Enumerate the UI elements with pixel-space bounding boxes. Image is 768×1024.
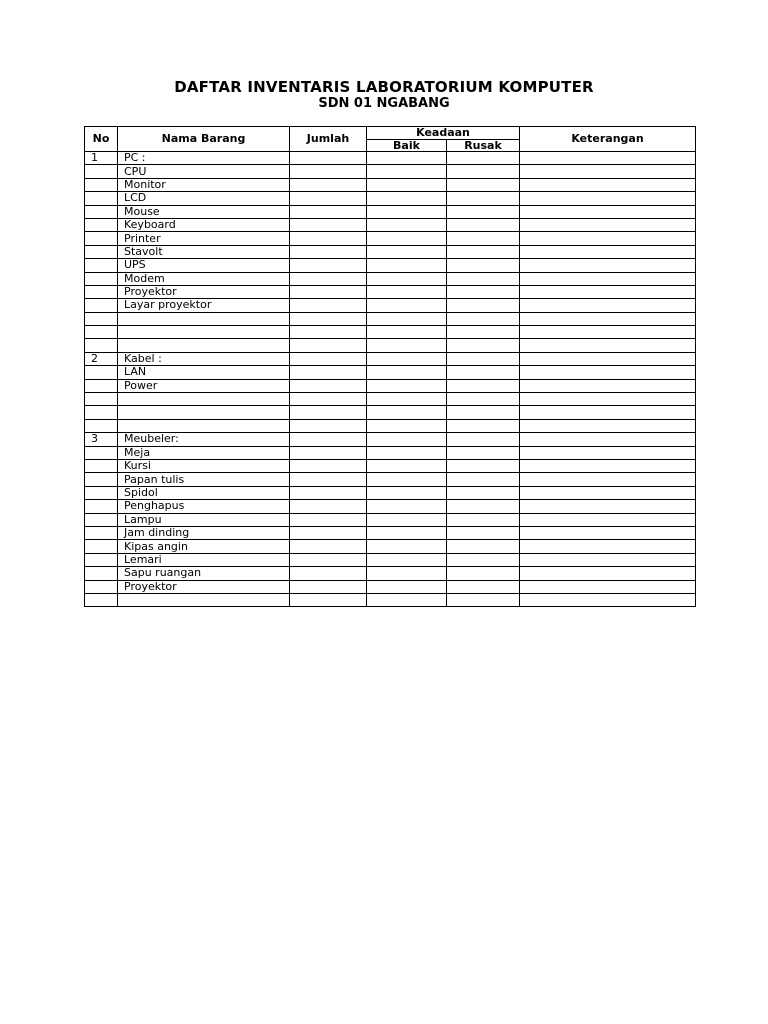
row-nama-barang: Modem (118, 272, 290, 285)
row-baik (367, 192, 447, 205)
row-baik (367, 433, 447, 446)
row-nama-barang: Kursi (118, 459, 290, 472)
row-jumlah (290, 580, 367, 593)
row-keterangan (520, 379, 696, 392)
row-no (85, 366, 118, 379)
row-nama-barang: Sapu ruangan (118, 567, 290, 580)
row-no (85, 459, 118, 472)
row-jumlah (290, 178, 367, 191)
row-rusak (447, 567, 520, 580)
table-header (85, 127, 696, 152)
row-baik (367, 352, 447, 365)
row-nama-barang: Monitor (118, 178, 290, 191)
row-keterangan (520, 366, 696, 379)
row-keterangan (520, 553, 696, 566)
row-no (85, 218, 118, 231)
row-keterangan (520, 285, 696, 298)
row-no (85, 553, 118, 566)
row-rusak (447, 259, 520, 272)
row-rusak (447, 486, 520, 499)
row-rusak (447, 312, 520, 325)
row-jumlah (290, 339, 367, 352)
row-keterangan (520, 393, 696, 406)
row-no (85, 165, 118, 178)
row-rusak (447, 393, 520, 406)
row-jumlah (290, 433, 367, 446)
row-no (85, 339, 118, 352)
row-no (85, 593, 118, 606)
row-nama-barang: Stavolt (118, 245, 290, 258)
row-no (85, 192, 118, 205)
row-jumlah (290, 272, 367, 285)
row-jumlah (290, 419, 367, 432)
row-keterangan (520, 567, 696, 580)
row-rusak (447, 285, 520, 298)
row-rusak (447, 352, 520, 365)
row-nama-barang: Meubeler: (118, 433, 290, 446)
row-baik (367, 232, 447, 245)
row-rusak (447, 192, 520, 205)
row-rusak (447, 299, 520, 312)
row-keterangan (520, 218, 696, 231)
row-jumlah (290, 446, 367, 459)
table-row (85, 446, 696, 459)
row-baik (367, 165, 447, 178)
row-no: 3 (85, 433, 118, 446)
row-nama-barang (118, 406, 290, 419)
row-rusak (447, 406, 520, 419)
row-keterangan (520, 473, 696, 486)
row-jumlah (290, 245, 367, 258)
row-jumlah (290, 540, 367, 553)
header-jumlah: Jumlah (290, 127, 367, 152)
table-row (85, 218, 696, 231)
row-no (85, 312, 118, 325)
row-rusak (447, 178, 520, 191)
row-jumlah (290, 232, 367, 245)
table-row (85, 419, 696, 432)
row-rusak (447, 165, 520, 178)
row-rusak (447, 500, 520, 513)
row-baik (367, 540, 447, 553)
row-no (85, 326, 118, 339)
row-keterangan (520, 178, 696, 191)
row-rusak (447, 526, 520, 539)
table-row (85, 486, 696, 499)
row-nama-barang: Power (118, 379, 290, 392)
row-nama-barang (118, 419, 290, 432)
row-no (85, 513, 118, 526)
header-baik: Baik (367, 139, 447, 152)
row-jumlah (290, 192, 367, 205)
row-jumlah (290, 486, 367, 499)
row-jumlah (290, 459, 367, 472)
row-keterangan (520, 299, 696, 312)
row-keterangan (520, 245, 696, 258)
row-no (85, 245, 118, 258)
row-baik (367, 312, 447, 325)
row-keterangan (520, 593, 696, 606)
row-keterangan (520, 232, 696, 245)
row-rusak (447, 473, 520, 486)
row-no (85, 419, 118, 432)
row-rusak (447, 379, 520, 392)
row-jumlah (290, 299, 367, 312)
table-row (85, 339, 696, 352)
row-no: 1 (85, 152, 118, 165)
row-jumlah (290, 473, 367, 486)
table-row (85, 232, 696, 245)
row-no (85, 580, 118, 593)
row-baik (367, 459, 447, 472)
table-row (85, 165, 696, 178)
row-baik (367, 285, 447, 298)
row-baik (367, 553, 447, 566)
table-row (85, 526, 696, 539)
row-nama-barang (118, 312, 290, 325)
row-jumlah (290, 526, 367, 539)
row-no (85, 500, 118, 513)
row-nama-barang: Kabel : (118, 352, 290, 365)
row-baik (367, 245, 447, 258)
header-rusak: Rusak (447, 139, 520, 152)
row-no (85, 205, 118, 218)
row-nama-barang: PC : (118, 152, 290, 165)
document-title: DAFTAR INVENTARIS LABORATORIUM KOMPUTER (174, 78, 594, 96)
row-jumlah (290, 152, 367, 165)
row-nama-barang: LCD (118, 192, 290, 205)
row-no (85, 473, 118, 486)
table-row (85, 553, 696, 566)
header-no: No (85, 127, 118, 152)
row-baik (367, 513, 447, 526)
row-keterangan (520, 326, 696, 339)
row-baik (367, 299, 447, 312)
row-jumlah (290, 393, 367, 406)
row-keterangan (520, 406, 696, 419)
row-baik (367, 393, 447, 406)
row-no (85, 567, 118, 580)
row-no (85, 393, 118, 406)
table-row (85, 567, 696, 580)
row-no (85, 446, 118, 459)
header-keadaan: Keadaan (367, 127, 520, 140)
table-row (85, 312, 696, 325)
row-keterangan (520, 312, 696, 325)
row-baik (367, 152, 447, 165)
row-nama-barang: Kipas angin (118, 540, 290, 553)
row-keterangan (520, 152, 696, 165)
row-rusak (447, 218, 520, 231)
row-jumlah (290, 165, 367, 178)
row-keterangan (520, 272, 696, 285)
row-keterangan (520, 513, 696, 526)
row-baik (367, 473, 447, 486)
row-baik (367, 366, 447, 379)
row-no (85, 178, 118, 191)
row-jumlah (290, 379, 367, 392)
row-jumlah (290, 352, 367, 365)
table-row (85, 178, 696, 191)
table-row (85, 366, 696, 379)
row-jumlah (290, 285, 367, 298)
row-nama-barang: CPU (118, 165, 290, 178)
row-rusak (447, 580, 520, 593)
inventory-table (84, 126, 696, 607)
row-nama-barang: Printer (118, 232, 290, 245)
row-nama-barang (118, 339, 290, 352)
row-jumlah (290, 312, 367, 325)
row-jumlah (290, 259, 367, 272)
row-baik (367, 580, 447, 593)
row-no (85, 285, 118, 298)
table-row (85, 593, 696, 606)
row-baik (367, 486, 447, 499)
row-rusak (447, 326, 520, 339)
row-nama-barang: LAN (118, 366, 290, 379)
table-row (85, 406, 696, 419)
row-keterangan (520, 459, 696, 472)
table-row (85, 152, 696, 165)
row-baik (367, 218, 447, 231)
row-keterangan (520, 165, 696, 178)
row-baik (367, 339, 447, 352)
row-nama-barang: Mouse (118, 205, 290, 218)
row-rusak (447, 272, 520, 285)
row-no (85, 299, 118, 312)
row-keterangan (520, 192, 696, 205)
row-nama-barang: Proyektor (118, 285, 290, 298)
row-keterangan (520, 526, 696, 539)
row-baik (367, 419, 447, 432)
row-nama-barang: Proyektor (118, 580, 290, 593)
row-baik (367, 526, 447, 539)
row-nama-barang: Penghapus (118, 500, 290, 513)
row-nama-barang: Layar proyektor (118, 299, 290, 312)
row-rusak (447, 446, 520, 459)
row-no (85, 486, 118, 499)
row-nama-barang: Keyboard (118, 218, 290, 231)
row-rusak (447, 152, 520, 165)
row-rusak (447, 419, 520, 432)
row-baik (367, 259, 447, 272)
table-row (85, 326, 696, 339)
row-rusak (447, 553, 520, 566)
row-nama-barang (118, 593, 290, 606)
row-rusak (447, 593, 520, 606)
header-nama-barang: Nama Barang (118, 127, 290, 152)
row-keterangan (520, 580, 696, 593)
row-keterangan (520, 259, 696, 272)
table-row (85, 272, 696, 285)
row-rusak (447, 366, 520, 379)
table-row (85, 285, 696, 298)
table-row (85, 580, 696, 593)
table-body (85, 152, 696, 607)
table-row (85, 379, 696, 392)
table-row (85, 192, 696, 205)
row-nama-barang: Spidol (118, 486, 290, 499)
table-row (85, 352, 696, 365)
row-no: 2 (85, 352, 118, 365)
row-no (85, 232, 118, 245)
row-jumlah (290, 553, 367, 566)
row-nama-barang (118, 326, 290, 339)
row-keterangan (520, 486, 696, 499)
row-baik (367, 446, 447, 459)
row-nama-barang: Meja (118, 446, 290, 459)
row-no (85, 272, 118, 285)
table-row (85, 245, 696, 258)
row-nama-barang: Jam dinding (118, 526, 290, 539)
row-rusak (447, 205, 520, 218)
table-row (85, 259, 696, 272)
row-jumlah (290, 593, 367, 606)
table-row (85, 459, 696, 472)
row-keterangan (520, 446, 696, 459)
table-row (85, 500, 696, 513)
row-rusak (447, 339, 520, 352)
row-nama-barang: UPS (118, 259, 290, 272)
row-no (85, 526, 118, 539)
row-nama-barang (118, 393, 290, 406)
row-rusak (447, 459, 520, 472)
table-row (85, 473, 696, 486)
row-keterangan (520, 419, 696, 432)
row-baik (367, 326, 447, 339)
row-baik (367, 593, 447, 606)
row-keterangan (520, 205, 696, 218)
row-nama-barang: Papan tulis (118, 473, 290, 486)
row-rusak (447, 513, 520, 526)
document-subtitle: SDN 01 NGABANG (318, 96, 450, 111)
row-no (85, 406, 118, 419)
table-row (85, 393, 696, 406)
row-keterangan (520, 352, 696, 365)
table-row (85, 513, 696, 526)
row-baik (367, 567, 447, 580)
row-nama-barang: Lampu (118, 513, 290, 526)
row-no (85, 540, 118, 553)
row-keterangan (520, 540, 696, 553)
row-baik (367, 205, 447, 218)
row-jumlah (290, 500, 367, 513)
table-row (85, 540, 696, 553)
row-keterangan (520, 433, 696, 446)
row-jumlah (290, 406, 367, 419)
row-rusak (447, 433, 520, 446)
table-row (85, 205, 696, 218)
row-rusak (447, 245, 520, 258)
row-nama-barang: Lemari (118, 553, 290, 566)
table-row (85, 433, 696, 446)
row-baik (367, 500, 447, 513)
row-jumlah (290, 218, 367, 231)
row-baik (367, 406, 447, 419)
row-no (85, 379, 118, 392)
row-baik (367, 379, 447, 392)
row-jumlah (290, 326, 367, 339)
table-row (85, 299, 696, 312)
row-keterangan (520, 500, 696, 513)
row-no (85, 259, 118, 272)
row-baik (367, 272, 447, 285)
row-keterangan (520, 339, 696, 352)
row-rusak (447, 232, 520, 245)
row-baik (367, 178, 447, 191)
row-jumlah (290, 366, 367, 379)
header-keterangan: Keterangan (520, 127, 696, 152)
row-jumlah (290, 567, 367, 580)
row-jumlah (290, 513, 367, 526)
row-jumlah (290, 205, 367, 218)
row-rusak (447, 540, 520, 553)
